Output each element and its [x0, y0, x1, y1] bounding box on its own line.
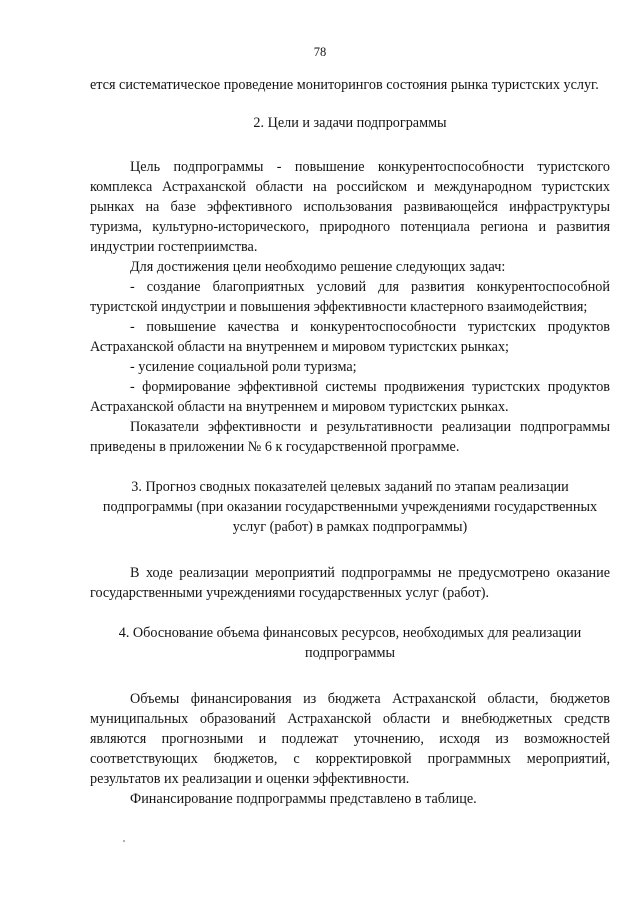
financing-table-note: Финансирование подпрограммы представлено в таблице.	[130, 791, 477, 807]
page-content	[90, 75, 610, 809]
goal-paragraph: Цель подпрограммы - повышение конкурентоспособности туристского комплекса Астраханской области на российском и международном туристских рынках на базе эффективного использования развивающейся инфраструктуры туризма, культурно-исторического, природного потенциала региона и развития индустрии гостеприимства.	[90, 159, 610, 255]
task-item: - усиление социальной роли туризма;	[130, 359, 357, 375]
intro-paragraph: ется систематическое проведение мониторингов состояния рынка туристских услуг.	[90, 77, 599, 93]
section-2-heading: 2. Цели и задачи подпрограммы	[253, 115, 447, 131]
tasks-intro: Для достижения цели необходимо решение следующих задач:	[130, 259, 506, 275]
task-item: - повышение качества и конкурентоспособности туристских продуктов Астраханской области на внутреннем и мировом туристских рынках;	[90, 319, 610, 355]
financing-paragraph: Объемы финансирования из бюджета Астраханской области, бюджетов муниципальных образований Астраханской области и внебюджетных средств являются прогнозными и подлежат уточнению, исходя из возможностей соответствующих бюджетов, с корректировкой программных мероприятий, результатов их реализации и оценки эффективности.	[90, 691, 610, 787]
scan-speck	[123, 840, 125, 842]
task-item: - формирование эффективной системы продвижения туристских продуктов Астраханской области на внутреннем и мировом туристских рынках.	[90, 379, 610, 415]
section-3-paragraph: В ходе реализации мероприятий подпрограммы не предусмотрено оказание государственными учреждениями государственных услуг (работ).	[90, 565, 610, 601]
indicators-paragraph: Показатели эффективности и результативности реализации подпрограммы приведены в приложении № 6 к государственной программе.	[90, 419, 610, 455]
task-item: - создание благоприятных условий для развития конкурентоспособной туристской индустрии и повышения эффективности кластерного взаимодействия;	[90, 279, 610, 315]
section-4-heading: 4. Обоснование объема финансовых ресурсов, необходимых для реализации подпрограммы	[118, 625, 582, 661]
section-3-heading: 3. Прогноз сводных показателей целевых заданий по этапам реализации подпрограммы (при оказании государственными учреждениями государственных услуг (работ) в рамках подпрограммы)	[102, 479, 598, 535]
page-number: 78	[313, 45, 327, 59]
